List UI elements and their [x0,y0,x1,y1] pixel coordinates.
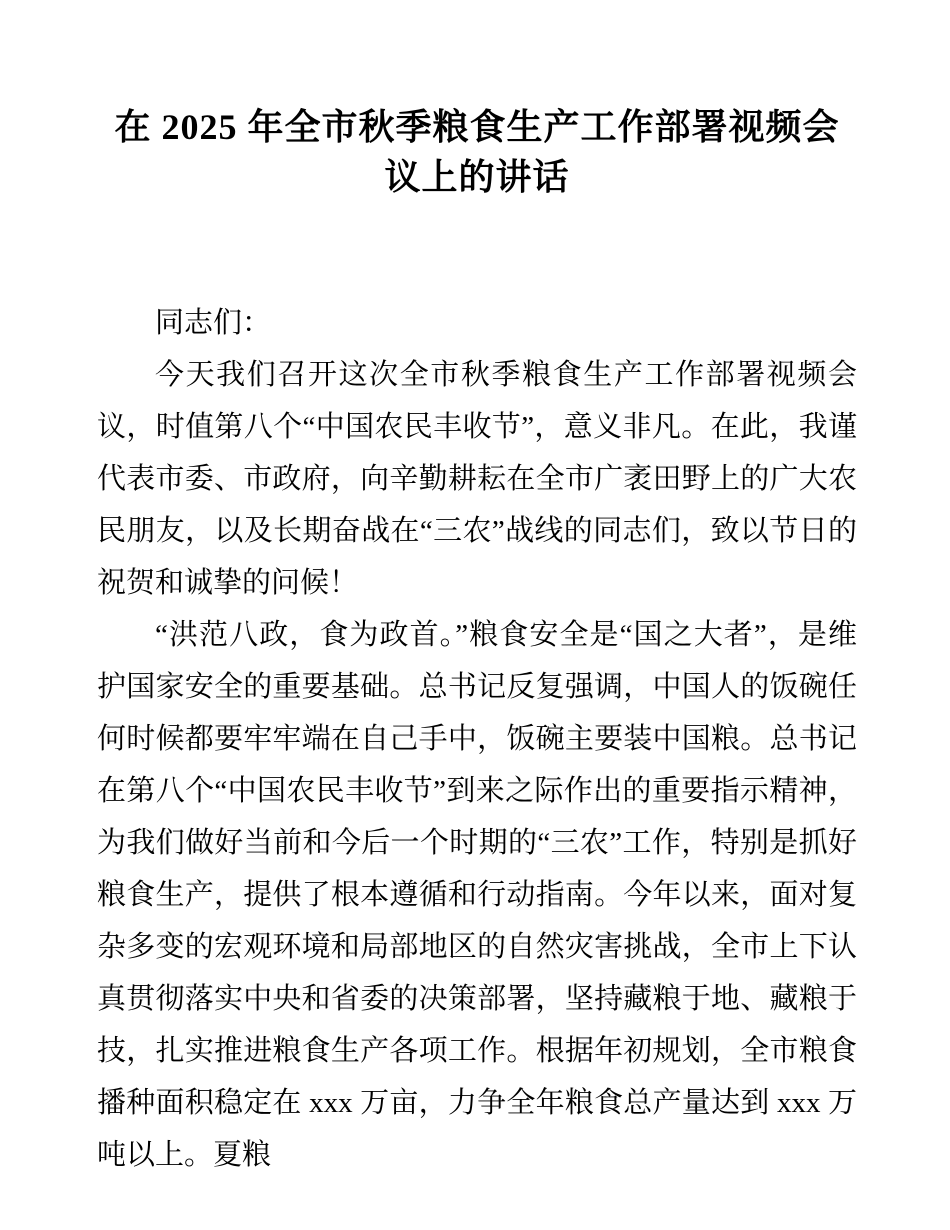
document-title [97,102,857,202]
title-line-1: 在 2025 年全市秋季粮食生产工作部署视频会 [114,107,840,147]
document-body [97,297,857,1181]
grain-security-paragraph: “洪范八政，食为政首。”粮食安全是“国之大者”，是维护国家安全的重要基础。总书记反复强调，中国人的饭碗任何时候都要牢牢端在自己手中，饭碗主要装中国粮。总书记在第八个“中国农民丰收节”到来之际作出的重要指示精神，为我们做好当前和今后一个时期的“三农”工作，特别是抓好粮食生产，提供了根本遵循和行动指南。今年以来，面对复杂多变的宏观环境和局部地区的自然灾害挑战，全市上下认真贯彻落实中央和省委的决策部署，坚持藏粮于地、藏粮于技，扎实推进粮食生产各项工作。根据年初规划，全市粮食播种面积稳定在 xxx 万亩，力争全年粮食总产量达到 xxx 万吨以上。夏粮 [97,619,857,1171]
salutation-paragraph: 同志们： [155,307,272,339]
opening-paragraph: 今天我们召开这次全市秋季粮食生产工作部署视频会议，时值第八个“中国农民丰收节”，意义非凡。在此，我谨代表市委、市政府，向辛勤耕耘在全市广袤田野上的广大农民朋友，以及长期奋战在“三农”战线的同志们，致以节日的祝贺和诚挚的问候！ [97,359,857,599]
document-content [97,102,857,1181]
title-line-2: 议上的讲话 [384,157,570,197]
